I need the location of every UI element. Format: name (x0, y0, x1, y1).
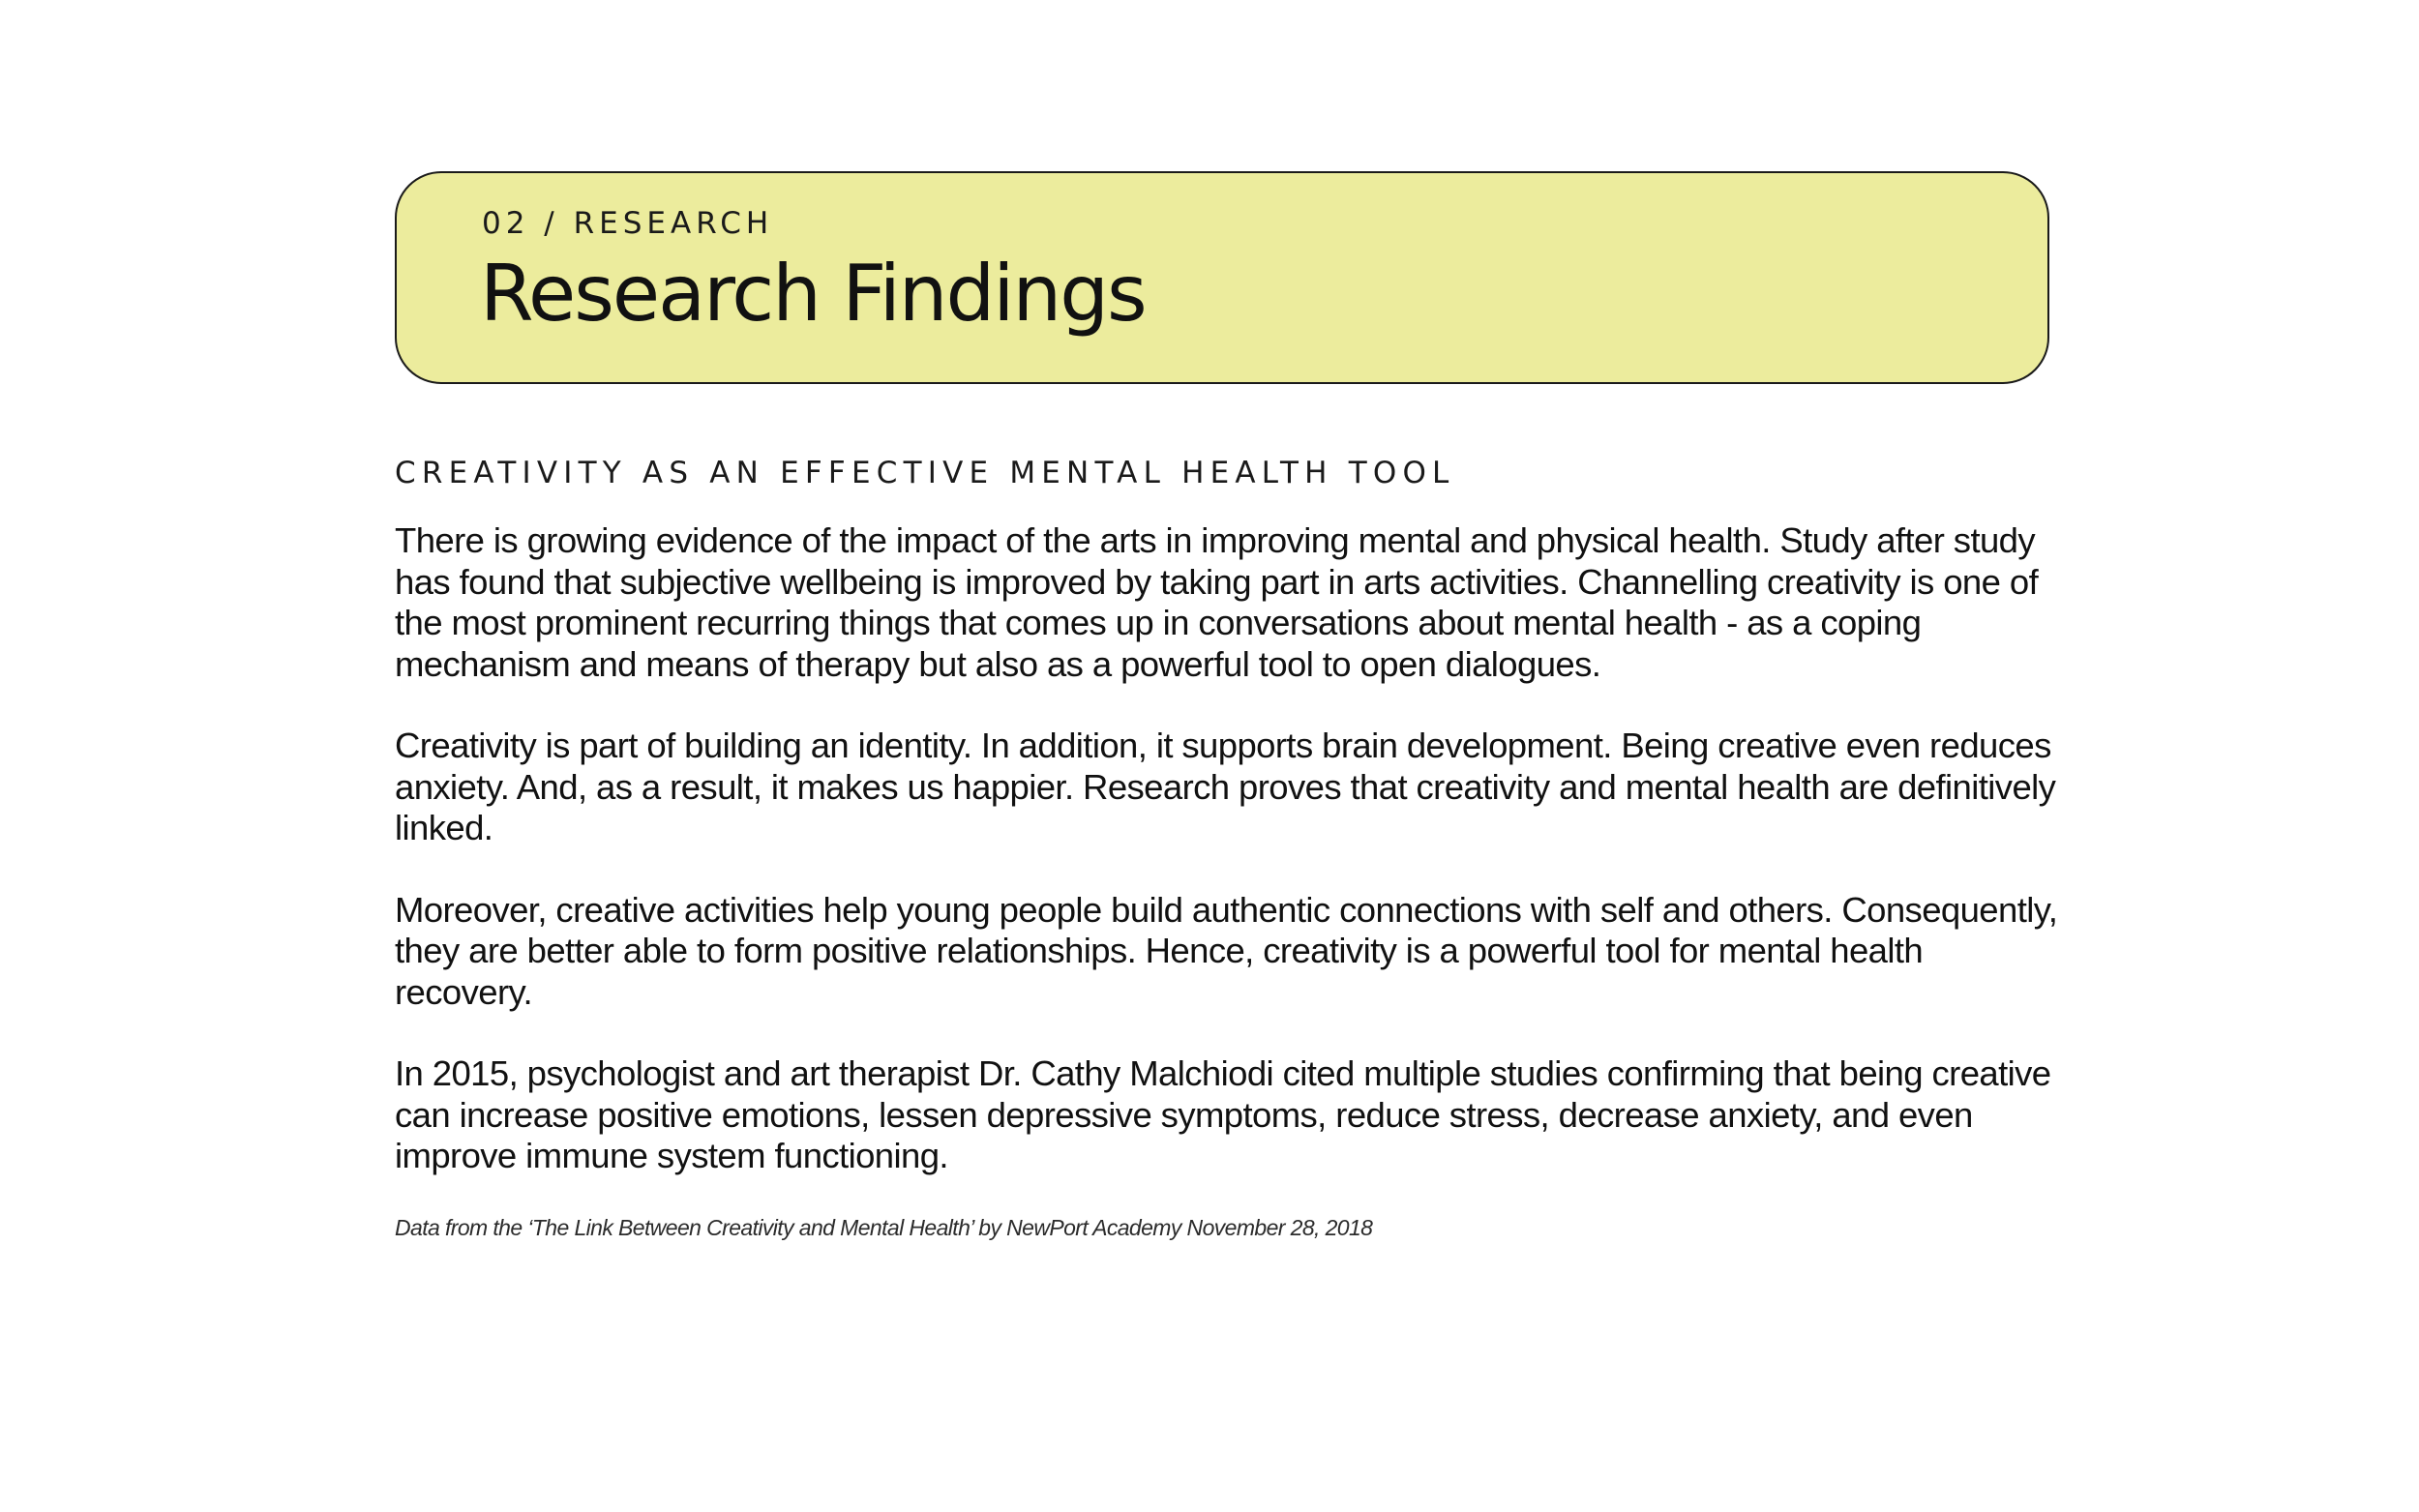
paragraph-identity: Creativity is part of building an identity. In addition, it supports brain development. Being creative even reduces anxiety. And, as a result, it makes us happier. Research proves that creativity and mental health are definitively linked. (395, 726, 2056, 847)
section-eyebrow: 02 / RESEARCH (482, 206, 774, 241)
body-copy (395, 520, 2059, 1218)
paragraph-malchiodi: In 2015, psychologist and art therapist Dr. Cathy Malchiodi cited multiple studies confirming that being creative can increase positive emotions, lessen depressive symptoms, reduce stress, decrease anxiety, and even improve immune system functioning. (395, 1053, 2051, 1175)
paragraph-connections: Moreover, creative activities help young people build authentic connections with self and others. Consequently, they are better able to form positive relationships. Hence, creativity is a powerful tool for mental health recovery. (395, 889, 2058, 1012)
source-note: Data from the ‘The Link Between Creativity and Mental Health’ by NewPort Academy November 28, 2018 (395, 1215, 1373, 1240)
section-heading: CREATIVITY AS AN EFFECTIVE MENTAL HEALTH TOOL (395, 456, 1455, 490)
page-title: Research Findings (480, 249, 1146, 339)
paragraph-arts-evidence: There is growing evidence of the impact of the arts in improving mental and physical health. Study after study has found that subjective wellbeing is improved by taking part in arts activities. Channelling creativity is one of the most prominent recurring things that comes up in conversations about mental health - as a coping mechanism and means of therapy but also as a powerful tool to open dialogues. (395, 520, 2039, 684)
section-header-card (395, 171, 2049, 384)
